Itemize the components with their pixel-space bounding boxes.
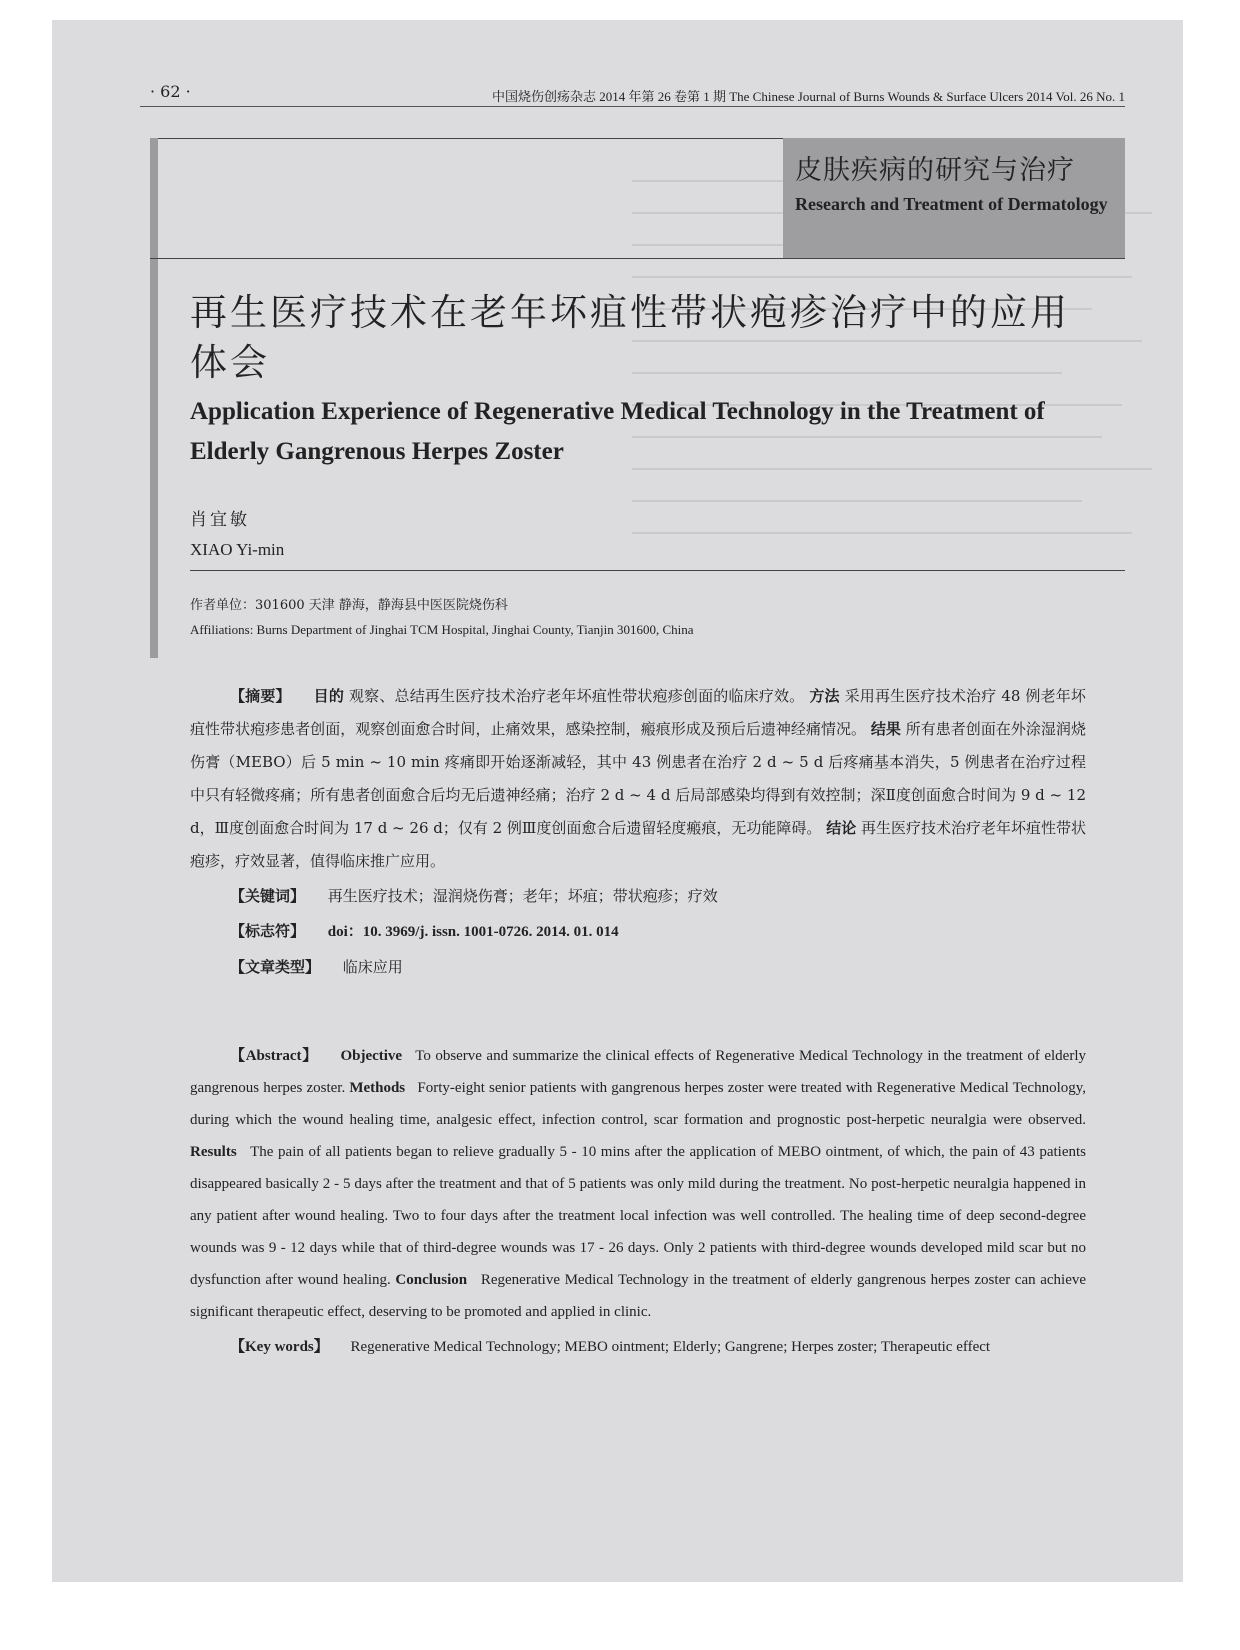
article-title-en: Application Experience of Regenerative Medical Technology in the Treatment of Elderly Gangrenous Herpes Zoster — [190, 398, 1045, 465]
results-en-label: Results — [190, 1144, 237, 1160]
abstract-en — [190, 1040, 1086, 1363]
methods-en-text: Forty-eight senior patients with gangrenous herpes zoster were treated with Regenerative Medical Technology, during which the wound healing time, analgesic effect, infection control, scar formation and prognostic post-herpetic neuralgia were observed. — [190, 1080, 1087, 1128]
article-type-label: 【文章类型】 — [230, 958, 321, 976]
keywords-en-row — [190, 1331, 1086, 1363]
affiliation-cn: 作者单位：301600 天津 静海，静海县中医医院烧伤科 — [190, 598, 508, 613]
section-rule — [150, 258, 1125, 259]
doi-text: doi：10. 3969/j. issn. 1001-0726. 2014. 01. 014 — [327, 924, 619, 940]
keywords-cn-row — [190, 880, 1086, 913]
author-name-cn: 肖宜敏 — [190, 510, 250, 530]
objective-text: 观察、总结再生医疗技术治疗老年坏疽性带状疱疹创面的临床疗效。 — [348, 687, 805, 705]
keywords-en-label: 【Key words】 — [230, 1339, 329, 1355]
conclusion-label: 结论 — [826, 819, 857, 837]
abstract-cn-body — [190, 680, 1086, 878]
column-title-en: Research and Treatment of Dermatology — [795, 194, 1108, 214]
journal-citation: 中国烧伤创疡杂志 2014 年第 26 卷第 1 期 The Chinese Journal of Burns Wounds & Surface Ulcers 2014 Vol. 26 No. 1 — [491, 89, 1125, 104]
column-title-cn: 皮肤疾病的研究与治疗 — [795, 155, 1075, 186]
article-title-cn: 再生医疗技术在老年坏疽性带状疱疹治疗中的应用体会 — [190, 291, 1070, 384]
methods-en-label: Methods — [349, 1080, 406, 1096]
conclusion-en-label: Conclusion — [395, 1272, 468, 1288]
identifier-label: 【标志符】 — [230, 922, 306, 940]
affiliation-rule — [190, 570, 1125, 571]
page-number: · 62 · — [150, 82, 191, 101]
column-label-box — [783, 138, 1125, 258]
abstract-en-body — [190, 1040, 1086, 1328]
methods-text: 采用再生医疗技术治疗 48 例老年坏疽性带状疱疹患者创面，观察创面愈合时间，止痛效果，感染控制，瘢痕形成及预后后遗神经痛情况。 — [190, 687, 1086, 738]
article-type-text: 临床应用 — [342, 958, 403, 976]
side-bar — [150, 138, 158, 658]
running-header — [140, 82, 1125, 107]
objective-en-label: Objective — [340, 1048, 403, 1064]
results-label: 结果 — [870, 720, 901, 738]
article-type-row — [190, 951, 1086, 984]
results-text: 所有患者创面在外涂湿润烧伤膏（MEBO）后 5 min ~ 10 min 疼痛即开始逐渐减轻，其中 43 例患者在治疗 2 d ~ 5 d 后疼痛基本消失，5 例患者在治疗过程中只有轻微疼痛；所有患者创面愈合后均无后遗神经痛；治疗 2 d ~ 4 d 后局部感染均得到有效控制；深Ⅱ度创面愈合时间为 9 d ~ 12 d，Ⅲ度创面愈合时间为 17 d ~ 26 d；仅有 2 例Ⅲ度创面愈合后遗留轻度瘢痕，无功能障碍。 — [190, 720, 1086, 837]
objective-en-text: To observe and summarize the clinical effects of Regenerative Medical Technology in the treatment of elderly gangrenous herpes zoster. — [190, 1048, 1087, 1096]
methods-label: 方法 — [809, 687, 840, 705]
keywords-en-text: Regenerative Medical Technology; MEBO ointment; Elderly; Gangrene; Herpes zoster; Therapeutic effect — [350, 1339, 991, 1355]
keywords-label: 【关键词】 — [230, 887, 306, 905]
conclusion-en-text: Regenerative Medical Technology in the treatment of elderly gangrenous herpes zoster can achieve significant therapeutic effect, deserving to be promoted and applied in clinic. — [190, 1272, 1087, 1320]
identifier-row — [190, 915, 1086, 949]
results-en-text: The pain of all patients began to relieve gradually 5 - 10 mins after the application of MEBO ointment, of which, the pain of 43 patients disappeared basically 2 - 5 days after the treatment and that of 5 patients was only mild during the treatment. No post-herpetic neuralgia happened in any patient after wound healing. Two to four days after the treatment local infection was well controlled. The healing time of deep second-degree wounds was 9 - 12 days while that of third-degree wounds was 17 - 26 days. Only 2 patients with third-degree wounds developed mild scar but no dysfunction after wound healing. — [190, 1144, 1086, 1288]
author-name-en: XIAO Yi-min — [190, 540, 285, 559]
abstract-en-label: 【Abstract】 — [230, 1048, 318, 1064]
affiliation-en: Affiliations: Burns Department of Jinghai TCM Hospital, Jinghai County, Tianjin 301600, China — [190, 622, 694, 637]
keywords-text: 再生医疗技术；湿润烧伤膏；老年；坏疽；带状疱疹；疗效 — [327, 887, 718, 905]
objective-label: 目的 — [313, 687, 345, 705]
conclusion-text: 再生医疗技术治疗老年坏疽性带状疱疹，疗效显著，值得临床推广应用。 — [190, 819, 1086, 870]
abstract-label: 【摘要】 — [230, 687, 291, 705]
abstract-cn — [190, 680, 1086, 984]
